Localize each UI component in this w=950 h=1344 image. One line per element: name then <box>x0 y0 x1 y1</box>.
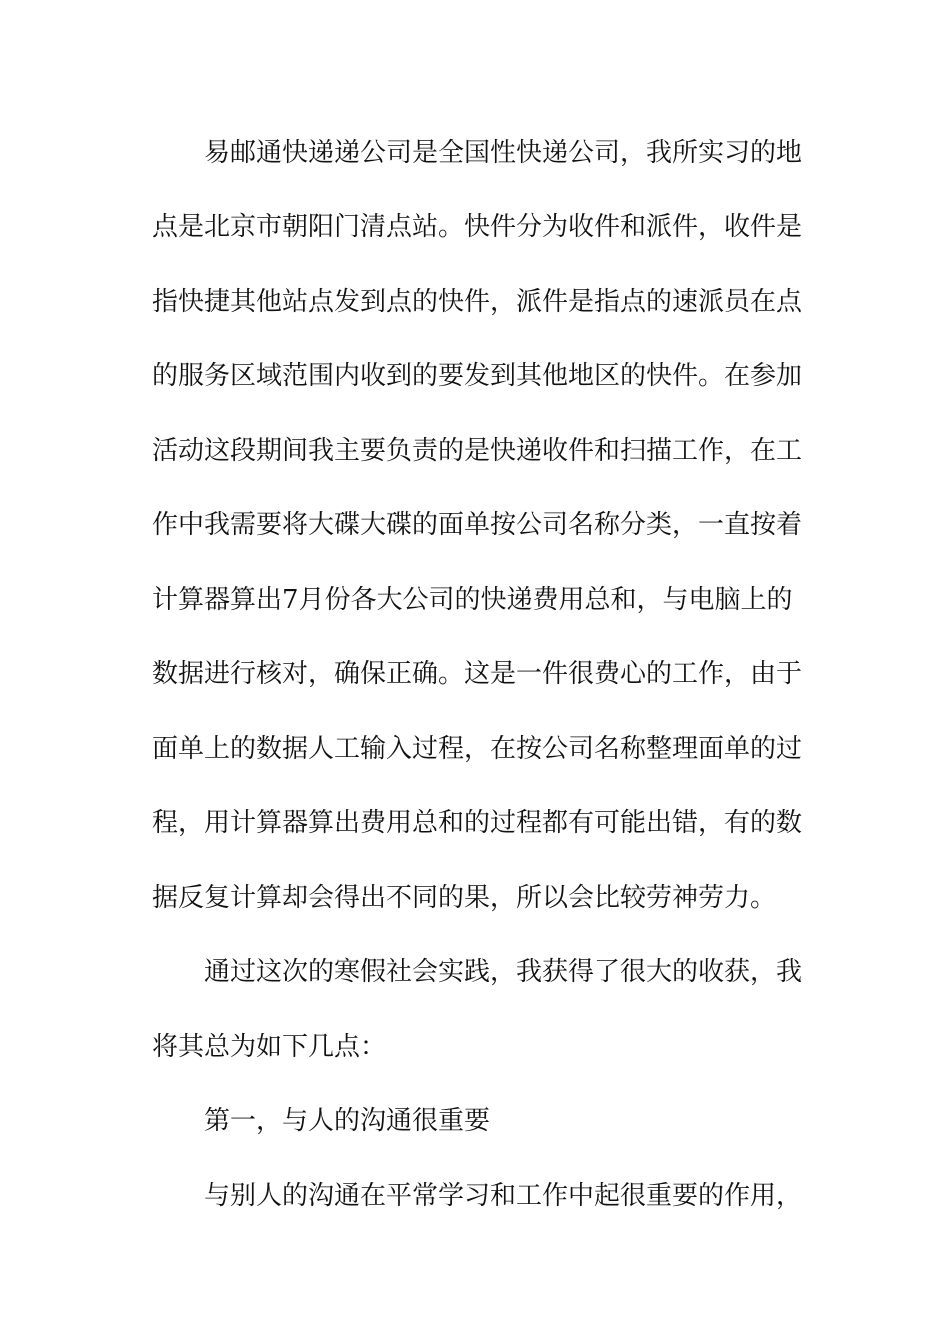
paragraph-1-line-5: 活动这段期间我主要负责的是快递收件和扫描工作，在工 <box>152 436 803 466</box>
paragraph-1-line-8: 数据进行核对，确保正确。这是一件很费心的工作，由于 <box>152 659 803 689</box>
paragraph-1-line-7: 计算器算出7月份各大公司的快递费用总和，与电脑上的 <box>152 585 793 615</box>
section-heading: 第一，与人的沟通很重要 <box>204 1106 491 1136</box>
paragraph-3-line-1: 与别人的沟通在平常学习和工作中起很重要的作用， <box>204 1181 803 1211</box>
paragraph-1-line-10: 程，用计算器算出费用总和的过程都有可能出错，有的数 <box>152 808 803 838</box>
paragraph-1-line-1: 易邮通快递递公司是全国性快递公司，我所实习的地 <box>204 138 803 168</box>
paragraph-1-line-9: 面单上的数据人工输入过程，在按公司名称整理面单的过 <box>152 734 803 764</box>
paragraph-1-line-2: 点是北京市朝阳门清点站。快件分为收件和派件，收件是 <box>152 212 803 242</box>
paragraph-2-line-1: 通过这次的寒假社会实践，我获得了很大的收获，我 <box>204 957 803 987</box>
paragraph-2-line-2: 将其总为如下几点： <box>152 1032 387 1062</box>
paragraph-1-line-11: 据反复计算却会得出不同的果，所以会比较劳神劳力。 <box>152 883 777 913</box>
paragraph-1-line-6: 作中我需要将大碟大碟的面单按公司名称分类，一直按着 <box>152 510 803 540</box>
paragraph-1-line-4: 的服务区域范围内收到的要发到其他地区的快件。在参加 <box>152 361 803 391</box>
paragraph-1-line-3: 指快捷其他站点发到点的快件，派件是指点的速派员在点 <box>152 287 803 317</box>
